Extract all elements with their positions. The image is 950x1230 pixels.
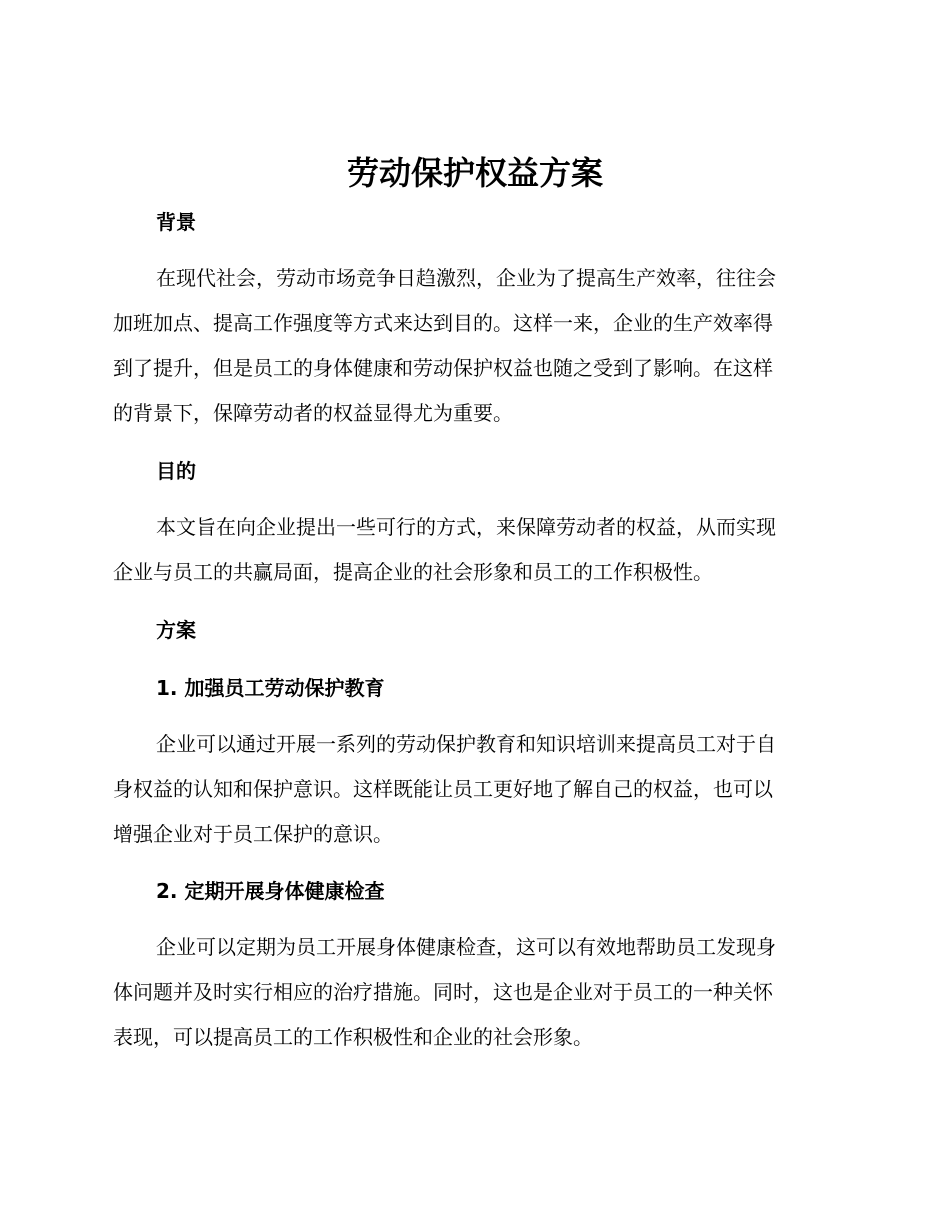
paragraph-line: 企业与员工的共赢局面，提高企业的社会形象和员工的工作积极性。 xyxy=(113,560,713,584)
paragraph-education xyxy=(113,722,835,857)
section-heading-plan: 方案 xyxy=(156,618,196,642)
section-heading-background: 背景 xyxy=(156,210,196,234)
paragraph-line: 到了提升，但是员工的身体健康和劳动保护权益也随之受到了影响。在这样 xyxy=(113,356,773,380)
paragraph-line: 企业可以通过开展一系列的劳动保护教育和知识培训来提高员工对于自 xyxy=(156,732,776,756)
section-heading-purpose: 目的 xyxy=(156,459,196,483)
subsection-heading-education: 1. 加强员工劳动保护教育 xyxy=(156,676,385,700)
paragraph-line: 增强企业对于员工保护的意识。 xyxy=(113,822,393,846)
paragraph-background xyxy=(113,256,835,436)
paragraph-health-check xyxy=(113,925,835,1060)
subsection-heading-health-check: 2. 定期开展身体健康检查 xyxy=(156,879,385,903)
paragraph-line: 体问题并及时实行相应的治疗措施。同时，这也是企业对于员工的一种关怀 xyxy=(113,980,773,1004)
document-title: 劳动保护权益方案 xyxy=(346,154,603,192)
paragraph-line: 本文旨在向企业提出一些可行的方式，来保障劳动者的权益，从而实现 xyxy=(156,515,776,539)
paragraph-line: 的背景下，保障劳动者的权益显得尤为重要。 xyxy=(113,401,513,425)
paragraph-purpose xyxy=(113,505,835,595)
paragraph-line: 在现代社会，劳动市场竞争日趋激烈，企业为了提高生产效率，往往会 xyxy=(156,266,776,290)
paragraph-line: 加班加点、提高工作强度等方式来达到目的。这样一来，企业的生产效率得 xyxy=(113,311,773,335)
paragraph-line: 表现，可以提高员工的工作积极性和企业的社会形象。 xyxy=(113,1025,593,1049)
paragraph-line: 企业可以定期为员工开展身体健康检查，这可以有效地帮助员工发现身 xyxy=(156,935,776,959)
paragraph-line: 身权益的认知和保护意识。这样既能让员工更好地了解自己的权益，也可以 xyxy=(113,777,773,801)
